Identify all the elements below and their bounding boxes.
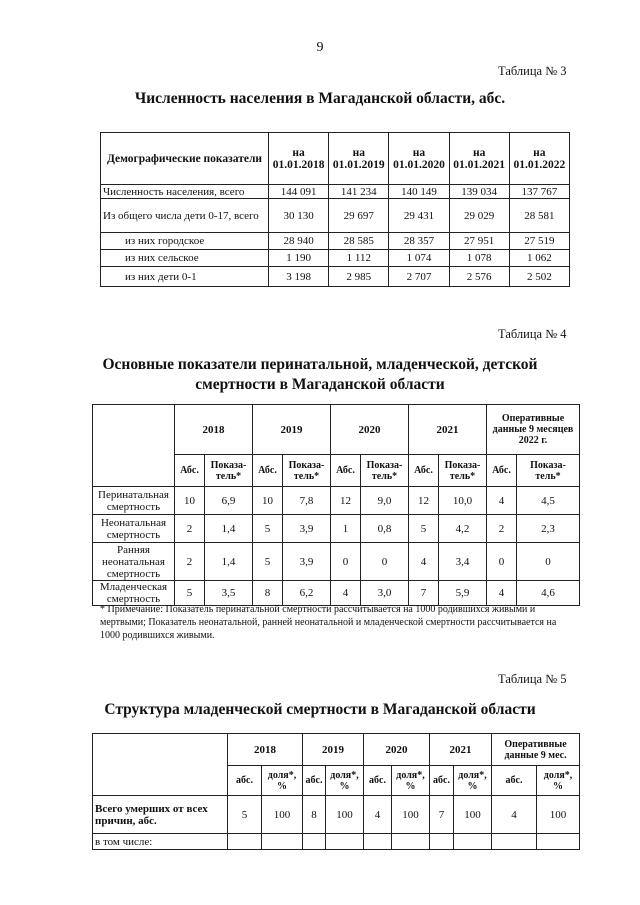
- cell: 1,4: [205, 543, 253, 581]
- table4-subheader-indicator: Показа-тель*: [517, 455, 580, 487]
- cell: 28 585: [329, 233, 389, 250]
- cell: [537, 834, 580, 850]
- table-row: [93, 834, 580, 850]
- table3-header-indicator: Демографические показатели: [101, 133, 269, 185]
- table4-subheader-indicator: Показа-тель*: [205, 455, 253, 487]
- table5-label: Таблица № 5: [498, 672, 567, 686]
- table4-subheader-abs: Абс.: [487, 455, 517, 487]
- table3-header-col: на 01.01.2021: [449, 133, 509, 185]
- cell: 4: [487, 487, 517, 515]
- cell: [454, 834, 492, 850]
- cell: 12: [331, 487, 361, 515]
- cell: 0: [331, 543, 361, 581]
- table5-subheader-share: доля*, %: [326, 766, 364, 796]
- table4-header-year: 2021: [409, 405, 487, 455]
- cell: 5: [253, 543, 283, 581]
- cell: 140 149: [389, 185, 449, 199]
- table5-title: Структура младенческой смертности в Магаданской области: [104, 701, 536, 718]
- page-number: 9: [316, 40, 324, 55]
- table-row: [101, 185, 570, 199]
- cell: 5,9: [439, 581, 487, 606]
- cell: 28 581: [509, 199, 569, 233]
- table-row: [93, 543, 580, 581]
- table4-title-line2: смертности в Магаданской области: [195, 376, 445, 393]
- row-label: Всего умерших от всех причин, абс.: [93, 796, 228, 834]
- row-label: Неонатальная смертность: [93, 515, 175, 543]
- table4-subheader-indicator: Показа-тель*: [283, 455, 331, 487]
- cell: 28 940: [269, 233, 329, 250]
- table-row: [93, 796, 580, 834]
- table5-header-year: 2018: [228, 734, 303, 766]
- table3-header-col: на 01.01.2020: [389, 133, 449, 185]
- cell: 2,3: [517, 515, 580, 543]
- cell: 4: [331, 581, 361, 606]
- table4-subheader-abs: Абс.: [175, 455, 205, 487]
- cell: 3,9: [283, 543, 331, 581]
- cell: 1 062: [509, 250, 569, 267]
- cell: 4: [364, 796, 392, 834]
- cell: 27 519: [509, 233, 569, 250]
- row-label: из них сельское: [101, 250, 269, 267]
- cell: 9,0: [361, 487, 409, 515]
- cell: 3,4: [439, 543, 487, 581]
- table-row: [101, 267, 570, 287]
- cell: 100: [326, 796, 364, 834]
- cell: [228, 834, 262, 850]
- table4-subheader-indicator: Показа-тель*: [439, 455, 487, 487]
- table5-subheader-abs: абс.: [228, 766, 262, 796]
- cell: 0,8: [361, 515, 409, 543]
- cell: [262, 834, 303, 850]
- cell: 6,2: [283, 581, 331, 606]
- cell: 2 985: [329, 267, 389, 287]
- table-row: [101, 250, 570, 267]
- table5-subheader-abs: абс.: [492, 766, 537, 796]
- cell: 2: [175, 515, 205, 543]
- cell: 100: [262, 796, 303, 834]
- table3-label: Таблица № 3: [498, 64, 567, 78]
- cell: 2 707: [389, 267, 449, 287]
- table5-subheader-share: доля*, %: [392, 766, 430, 796]
- table5-header-year: 2020: [364, 734, 430, 766]
- cell: 4,5: [517, 487, 580, 515]
- table-row: [93, 487, 580, 515]
- cell: 0: [361, 543, 409, 581]
- table3: [100, 132, 570, 287]
- cell: 3,0: [361, 581, 409, 606]
- cell: 4: [492, 796, 537, 834]
- cell: 27 951: [449, 233, 509, 250]
- table5-subheader-abs: абс.: [364, 766, 392, 796]
- cell: 6,9: [205, 487, 253, 515]
- row-label: в том числе:: [93, 834, 228, 850]
- table5-header-corner: [93, 734, 228, 796]
- cell: 29 431: [389, 199, 449, 233]
- table5-header-year: 2019: [303, 734, 364, 766]
- cell: 1 078: [449, 250, 509, 267]
- table4-subheader-abs: Абс.: [409, 455, 439, 487]
- cell: 100: [392, 796, 430, 834]
- table4-subheader-abs: Абс.: [253, 455, 283, 487]
- table4-header-year: 2019: [253, 405, 331, 455]
- table4-title-line1: Основные показатели перинатальной, младенческой, детской: [102, 356, 538, 373]
- cell: 141 234: [329, 185, 389, 199]
- cell: [364, 834, 392, 850]
- table-row: [101, 199, 570, 233]
- row-label: Из общего числа дети 0-17, всего: [101, 199, 269, 233]
- cell: 30 130: [269, 199, 329, 233]
- cell: 5: [253, 515, 283, 543]
- table-row: [93, 515, 580, 543]
- cell: 8: [303, 796, 326, 834]
- table5-subheader-share: доля*, %: [537, 766, 580, 796]
- table5-header-operative: Оперативные данные 9 мес.: [492, 734, 580, 766]
- row-label: Младенческая смертность: [93, 581, 175, 606]
- cell: 2 576: [449, 267, 509, 287]
- row-label: Численность населения, всего: [101, 185, 269, 199]
- cell: 10,0: [439, 487, 487, 515]
- cell: 28 357: [389, 233, 449, 250]
- cell: 12: [409, 487, 439, 515]
- row-label: из них городское: [101, 233, 269, 250]
- cell: 139 034: [449, 185, 509, 199]
- cell: 1 074: [389, 250, 449, 267]
- table4-header-year: 2018: [175, 405, 253, 455]
- table4: [92, 404, 580, 606]
- table3-header-col: на 01.01.2018: [269, 133, 329, 185]
- table-row: [101, 233, 570, 250]
- cell: 5: [228, 796, 262, 834]
- cell: [492, 834, 537, 850]
- cell: 29 697: [329, 199, 389, 233]
- table4-footnote: * Примечание: Показатель перинатальной смертности рассчитывается на 1000 родившихся живыми и мертвыми; Показатель неонатальной, ранней неонатальной и младенческой смертности рассчитывается на 1000 родившихся живыми.: [100, 604, 557, 641]
- row-label: Перинатальная смертность: [93, 487, 175, 515]
- cell: 2: [175, 543, 205, 581]
- cell: 29 029: [449, 199, 509, 233]
- cell: 2 502: [509, 267, 569, 287]
- row-label: Ранняя неонатальная смертность: [93, 543, 175, 581]
- cell: 8: [253, 581, 283, 606]
- cell: 7,8: [283, 487, 331, 515]
- table3-header-col: на 01.01.2022: [509, 133, 569, 185]
- cell: 1,4: [205, 515, 253, 543]
- table4-subheader-abs: Абс.: [331, 455, 361, 487]
- table5-subheader-share: доля*, %: [262, 766, 303, 796]
- cell: 5: [175, 581, 205, 606]
- cell: 0: [517, 543, 580, 581]
- cell: 100: [537, 796, 580, 834]
- table5-subheader-share: доля*, %: [454, 766, 492, 796]
- table5: [92, 733, 580, 850]
- cell: [326, 834, 364, 850]
- cell: 7: [409, 581, 439, 606]
- cell: 7: [430, 796, 454, 834]
- table4-header-corner: [93, 405, 175, 487]
- cell: 137 767: [509, 185, 569, 199]
- table4-header-year: 2020: [331, 405, 409, 455]
- cell: 0: [487, 543, 517, 581]
- cell: [430, 834, 454, 850]
- cell: [392, 834, 430, 850]
- table4-label: Таблица № 4: [498, 327, 567, 341]
- cell: 10: [253, 487, 283, 515]
- table5-header-year: 2021: [430, 734, 492, 766]
- cell: 4,6: [517, 581, 580, 606]
- table3-header-col: на 01.01.2019: [329, 133, 389, 185]
- cell: 2: [487, 515, 517, 543]
- cell: 4: [409, 543, 439, 581]
- cell: 3,5: [205, 581, 253, 606]
- cell: 1 112: [329, 250, 389, 267]
- cell: 1 190: [269, 250, 329, 267]
- cell: 1: [331, 515, 361, 543]
- cell: 3,9: [283, 515, 331, 543]
- cell: 5: [409, 515, 439, 543]
- cell: 3 198: [269, 267, 329, 287]
- cell: 100: [454, 796, 492, 834]
- table4-header-operative: Оперативные данные 9 месяцев 2022 г.: [487, 405, 580, 455]
- cell: 4: [487, 581, 517, 606]
- cell: 10: [175, 487, 205, 515]
- table4-subheader-indicator: Показа-тель*: [361, 455, 409, 487]
- cell: [303, 834, 326, 850]
- row-label: из них дети 0-1: [101, 267, 269, 287]
- cell: 4,2: [439, 515, 487, 543]
- table3-title: Численность населения в Магаданской области, абс.: [134, 90, 506, 107]
- cell: 144 091: [269, 185, 329, 199]
- table5-subheader-abs: абс.: [303, 766, 326, 796]
- table-row: [93, 581, 580, 606]
- table5-subheader-abs: абс.: [430, 766, 454, 796]
